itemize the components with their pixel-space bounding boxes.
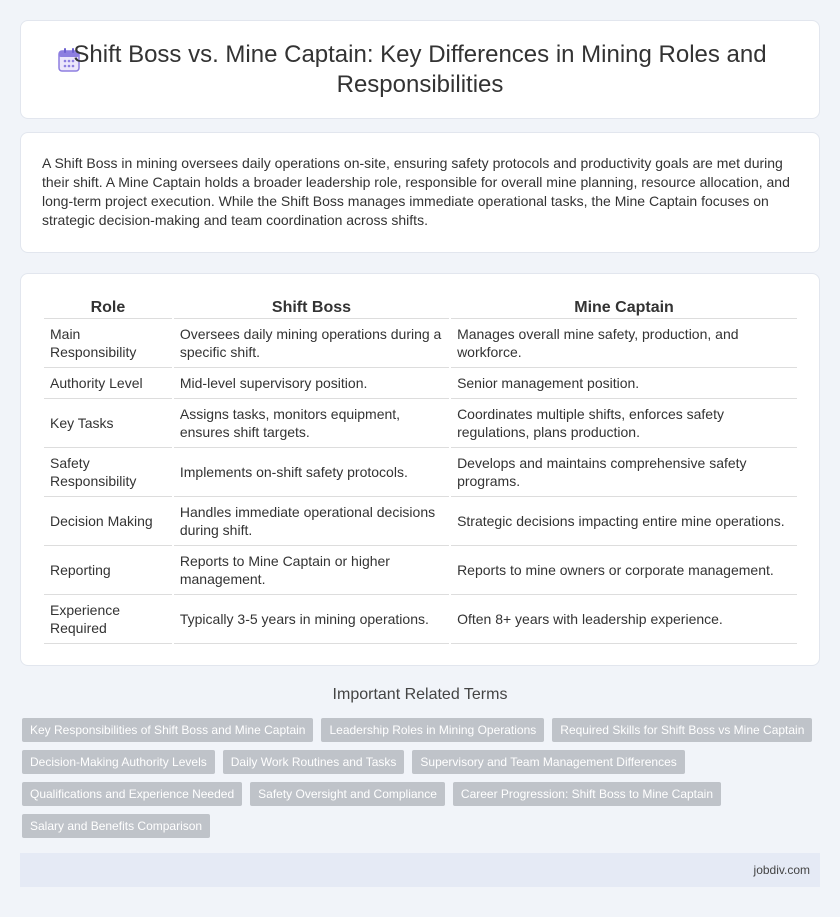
cell-role: Decision Making [44,497,172,546]
related-term-tag[interactable]: Leadership Roles in Mining Operations [321,718,544,742]
cell-role: Safety Responsibility [44,448,172,497]
footer-site-link[interactable]: jobdiv.com [753,863,810,877]
cell-mine-captain: Senior management position. [451,368,797,399]
cell-mine-captain: Coordinates multiple shifts, enforces safety regulations, plans production. [451,399,797,448]
related-term-tag[interactable]: Key Responsibilities of Shift Boss and Mine Captain [22,718,313,742]
header-mine-captain: Mine Captain [451,295,797,319]
header-card [20,20,820,119]
cell-shift-boss: Mid-level supervisory position. [174,368,449,399]
cell-shift-boss: Implements on-shift safety protocols. [174,448,449,497]
table-row [44,448,797,497]
page-title: Shift Boss vs. Mine Captain: Key Differences in Mining Roles and Responsibilities [73,40,767,98]
comparison-table-card [20,273,820,666]
table-row [44,546,797,595]
cell-mine-captain: Develops and maintains comprehensive safety programs. [451,448,797,497]
table-header-row [44,295,797,319]
cell-shift-boss: Handles immediate operational decisions during shift. [174,497,449,546]
intro-card [20,132,820,253]
header-role: Role [44,295,172,319]
related-term-tag[interactable]: Career Progression: Shift Boss to Mine Captain [453,782,721,806]
table-row [44,319,797,368]
table-row [44,497,797,546]
related-term-tag[interactable]: Decision-Making Authority Levels [22,750,215,774]
cell-shift-boss: Typically 3-5 years in mining operations. [174,595,449,644]
cell-role: Experience Required [44,595,172,644]
cell-mine-captain: Manages overall mine safety, production, and workforce. [451,319,797,368]
table-row [44,368,797,399]
cell-shift-boss: Oversees daily mining operations during a specific shift. [174,319,449,368]
footer [20,853,820,887]
cell-role: Main Responsibility [44,319,172,368]
related-terms-list [22,718,822,846]
intro-paragraph: A Shift Boss in mining oversees daily operations on-site, ensuring safety protocols and productivity goals are met during their shift. A Mine Captain holds a broader leadership role, responsible for overall mine planning, resource allocation, and long-term project execution. While the Shift Boss manages immediate operational tasks, the Mine Captain focuses on strategic decision-making and team coordination across shifts. [42,155,790,228]
cell-role: Reporting [44,546,172,595]
cell-role: Authority Level [44,368,172,399]
related-term-tag[interactable]: Qualifications and Experience Needed [22,782,242,806]
table-row [44,595,797,644]
header-shift-boss: Shift Boss [174,295,449,319]
comparison-table [42,295,799,644]
cell-mine-captain: Reports to mine owners or corporate management. [451,546,797,595]
cell-mine-captain: Strategic decisions impacting entire mine operations. [451,497,797,546]
cell-shift-boss: Reports to Mine Captain or higher management. [174,546,449,595]
related-term-tag[interactable]: Safety Oversight and Compliance [250,782,445,806]
cell-role: Key Tasks [44,399,172,448]
cell-shift-boss: Assigns tasks, monitors equipment, ensures shift targets. [174,399,449,448]
related-term-tag[interactable]: Daily Work Routines and Tasks [223,750,405,774]
table-row [44,399,797,448]
related-term-tag[interactable]: Supervisory and Team Management Differences [412,750,684,774]
related-term-tag[interactable]: Required Skills for Shift Boss vs Mine Captain [552,718,812,742]
related-term-tag[interactable]: Salary and Benefits Comparison [22,814,210,838]
cell-mine-captain: Often 8+ years with leadership experience. [451,595,797,644]
related-terms-title: Important Related Terms [332,686,508,703]
